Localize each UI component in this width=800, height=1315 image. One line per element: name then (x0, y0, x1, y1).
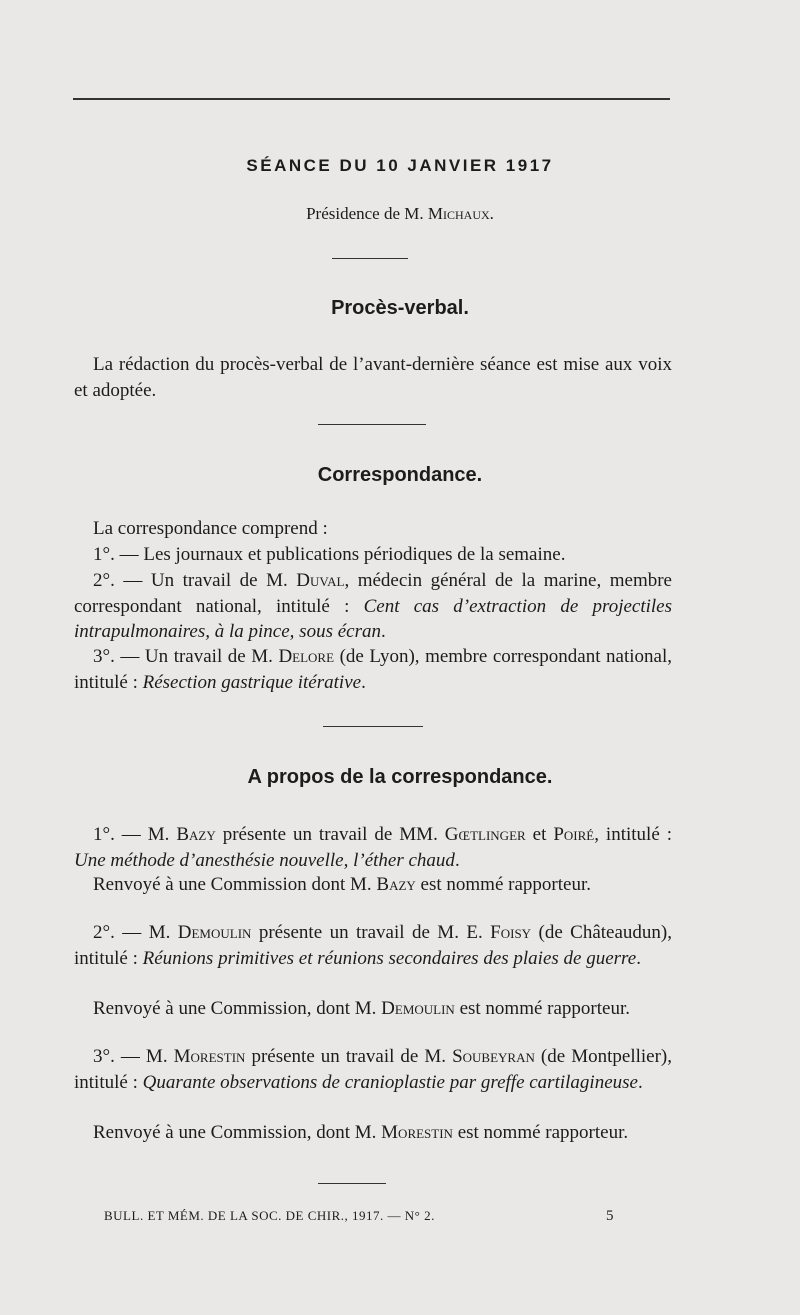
correspondance-item-2: 2°. — Un travail de M. Duval, médecin général de la marine, membre correspondant national, intitulé : Cent cas d’extraction de projectiles intrapulmonaires, à la pince, sous écran. (74, 570, 672, 643)
footer-divider (318, 1183, 386, 1184)
president-name: Michaux (427, 204, 490, 223)
presidence-prefix: Présidence de M. (306, 204, 428, 223)
heading-correspondance: Correspondance. (317, 464, 483, 486)
top-rule (73, 98, 670, 100)
correspondance-item-3: 3°. — Un travail de M. Delore (de Lyon), membre correspondant national, intitulé : Résection gastrique itérative. (74, 646, 672, 693)
section-divider (332, 258, 408, 259)
author-name: Delore (278, 646, 335, 667)
correspondance-item-1: 1°. — Les journaux et publications périodiques de la semaine. (93, 544, 566, 565)
heading-proces-verbal: Procès-verbal. (331, 297, 469, 319)
author-name: Duval (296, 570, 345, 591)
work-title: Résection gastrique itérative (142, 671, 362, 693)
section-divider (318, 424, 426, 425)
a-propos-item-1: 1°. — M. Bazy présente un travail de MM. Gœtlinger et Poiré, intitulé : Une méthode d’anesthésie nouvelle, l’éther chaud. (74, 824, 672, 871)
heading-a-propos: A propos de la correspondance. (247, 766, 553, 788)
proces-verbal-paragraph: La rédaction du procès-verbal de l’avant-dernière séance est mise aux voix et adoptée. (74, 354, 672, 401)
work-title: Une méthode d’anesthésie nouvelle, l’éther chaud (74, 849, 455, 871)
page-number: 5 (606, 1208, 614, 1224)
work-title: Réunions primitives et réunions secondaires des plaies de guerre (142, 947, 637, 969)
a-propos-item-2-referral: Renvoyé à une Commission, dont M. Demoulin est nommé rapporteur. (93, 998, 630, 1019)
session-title: SÉANCE DU 10 JANVIER 1917 (246, 156, 554, 175)
correspondance-intro: La correspondance comprend : (93, 518, 328, 539)
work-title: Cent cas d’extraction de projectiles intrapulmonaires, à la pince, sous écran (74, 595, 672, 643)
presidence-line (0, 204, 800, 224)
presidence-suffix: . (489, 204, 494, 223)
a-propos-item-1-referral: Renvoyé à une Commission dont M. Bazy est nommé rapporteur. (93, 874, 591, 895)
work-title: Quarante observations de cranioplastie par greffe cartilagineuse (142, 1071, 638, 1093)
page-footer (104, 1208, 614, 1225)
section-divider (323, 726, 423, 727)
journal-reference: BULL. ET MÉM. DE LA SOC. DE CHIR., 1917. — N° 2. (104, 1208, 435, 1223)
a-propos-item-3-referral: Renvoyé à une Commission, dont M. Morestin est nommé rapporteur. (93, 1122, 629, 1143)
a-propos-item-2: 2°. — M. Demoulin présente un travail de M. E. Foisy (de Châteaudun), intitulé : Réunions primitives et réunions secondaires des plaies de guerre. (74, 922, 672, 969)
a-propos-item-3: 3°. — M. Morestin présente un travail de M. Soubeyran (de Montpellier), intitulé : Quarante observations de cranioplastie par greffe cartilagineuse. (74, 1046, 672, 1093)
